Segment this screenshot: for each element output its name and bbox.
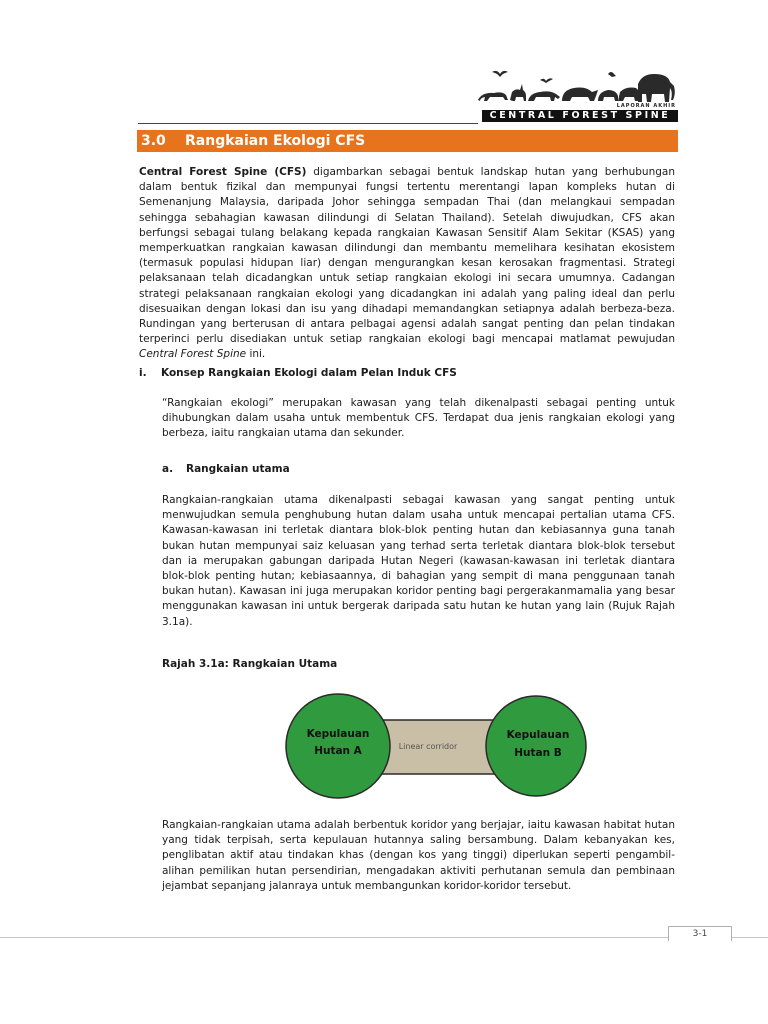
figure-caption: Rajah 3.1a: Rangkaian Utama [162, 658, 338, 670]
intro-paragraph [139, 165, 675, 363]
logo-title: CENTRAL FOREST SPINE [482, 110, 678, 122]
concept-paragraph: “Rangkaian ekologi” merupakan kawasan yang telah dikenalpasti sebagai penting untuk dihubungkan dalam usaha untuk membentuk CFS. Terdapat dua jenis rangkaian ekologi yang berbeza, iaitu rangkaian utama dan sekunder. [162, 397, 675, 440]
logo-subtitle: LAPORAN AKHIR [616, 103, 676, 109]
intro-text: digambarkan sebagai bentuk landskap hutan yang berhubungan dalam bentuk fizikal dan mempunyai fungsi tertentu merentangi lapan kompleks hutan di Semenanjung Malaysia, daripada Johor sehingga sempadan Thai (dan melangkaui sempadan sehingga sebahagian kawasan dilindungi di Selatan Thailand). Setelah diwujudkan, CFS akan berfungsi sebagai tulang belakang kepada rangkaian Kawasan Sensitif Alam Sekitar (KSAS) yang memperkuatkan rangkaian kawasan dilindungi dan membantu memelihara kesihatan ekosistem (termasuk populasi hidupan liar) dengan mengurangkan kesan kerosakan fragmentasi. Strategi pelaksanaan telah dicadangkan untuk setiap rangkaian ekologi ini secara umumnya. Cadangan strategi pelaksanaan rangkaian ekologi yang dicadangkan ini adalah yang paling ideal dan perlu disesuaikan dengan lokasi dan isu yang dihadapi memandangkan setiapnya adalah berbeza-beza. Rundingan yang berterusan di antara pelbagai agensi adalah sangat penting dan pelan tindakan terperinci perlu disediakan untuk setiap rangkaian ekologi bagi mencapai matlamat pewujudan [139, 166, 675, 346]
subsection-marker: i. [139, 367, 147, 379]
subsection-heading-a [162, 462, 290, 476]
section-title: Rangkaian Ekologi CFS [185, 133, 366, 149]
subsection-marker: a. [162, 463, 174, 475]
footer-rule [0, 937, 768, 938]
intro-tail: ini. [246, 348, 266, 361]
section-heading [137, 130, 678, 152]
subsection-title: Konsep Rangkaian Ekologi dalam Pelan Induk CFS [161, 367, 457, 379]
forest-b-label-2: Hutan B [514, 747, 562, 759]
intro-italic: Central Forest Spine [139, 348, 247, 361]
corridor-label: Linear corridor [398, 742, 458, 751]
forest-island-b [486, 696, 586, 796]
primary-network-paragraph: Rangkaian-rangkaian utama dikenalpasti sebagai kawasan yang sangat penting untuk menwujudkan semula penghubung hutan dalam usaha untuk mencapai pertalian utama CFS. Kawasan-kawasan ini terletak diantara blok-blok penting hutan dan kebiasannya guna tanah bukan hutan mempunyai saiz keluasan yang terhad serta terletak diantara blok-blok tersebut dan ia merupakan gabungan daripada Hutan Negeri (kawasan-kawasan ini terletak diantara blok-blok penting hutan; kebiasaannya, di bahagian yang sempit di mana penggunaan tanah bukan hutan). Kawasan ini juga merupakan koridor penting bagi pergerakanmamalia yang besar menggunakan kawasan ini untuk bergerak daripada satu hutan ke hutan yang lain (Rujuk Rajah 3.1a). [162, 494, 675, 628]
cfs-logo [470, 66, 680, 126]
subsection-heading-i [139, 366, 457, 380]
subsection-title: Rangkaian utama [186, 463, 290, 475]
forest-a-label-2: Hutan A [314, 745, 362, 757]
wildlife-silhouettes-icon [470, 66, 680, 108]
section-number: 3.0 [141, 133, 166, 149]
forest-a-label-1: Kepulauan [306, 728, 370, 740]
header-rule [138, 123, 478, 124]
corridor-diagram [278, 688, 588, 804]
closing-paragraph: Rangkaian-rangkaian utama adalah berbentuk koridor yang berjajar, iaitu kawasan habitat hutan yang tidak terpisah, serta kepulauan hutannya saling bersambung. Dalam kebanyakan kes, penglibatan aktif atau tindakan khas (dengan kos yang tinggi) diperlukan seperti pengambil-alihan pemilikan hutan persendirian, mengadakan aktiviti perhutanan semula dan pembinaan jejambat sepanjang jalanraya untuk membangunkan koridor-koridor tersebut. [162, 819, 675, 892]
intro-lead: Central Forest Spine (CFS) [139, 166, 307, 178]
forest-b-label-1: Kepulauan [506, 729, 570, 741]
page-number: 3-1 [668, 926, 732, 941]
